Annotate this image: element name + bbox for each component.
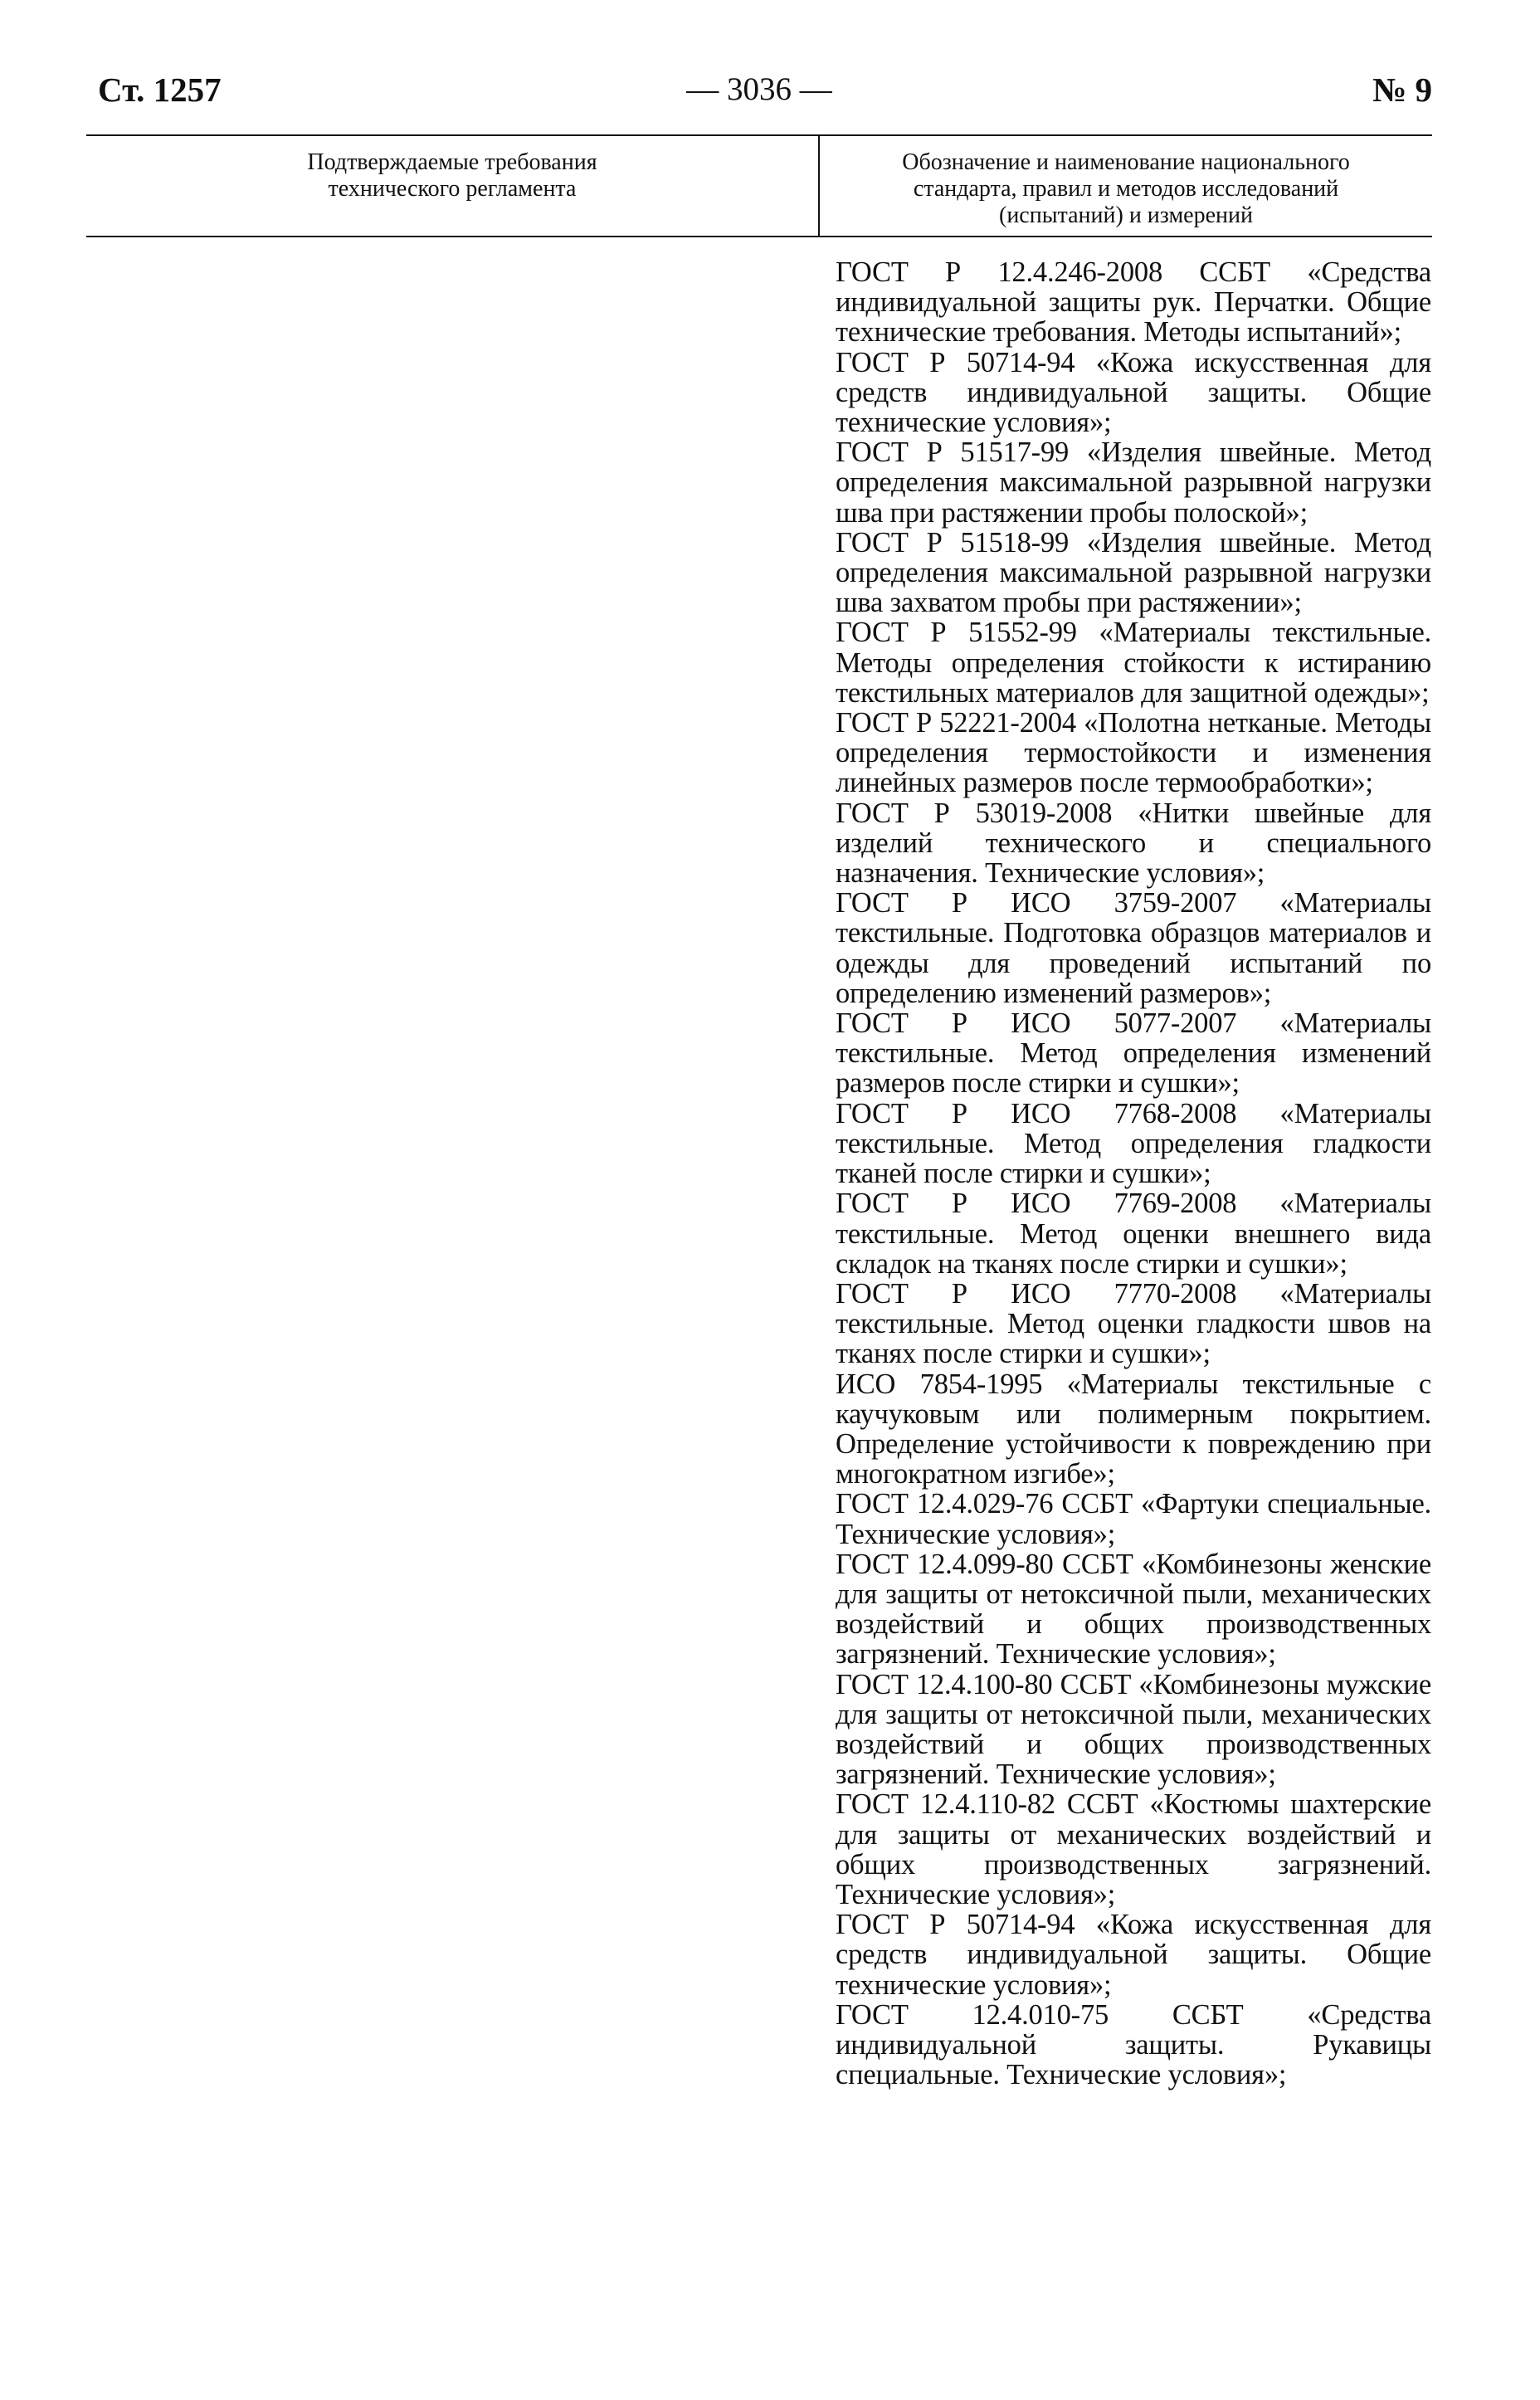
standard-entry: ГОСТ Р 53019-2008 «Нитки швейные для изделий технического и специального назначения. Технические условия»; [836,797,1431,890]
standard-entry: ГОСТ 12.4.099-80 ССБТ «Комбинезоны женские для защиты от нетоксичной пыли, механических воздействий и общих производственных загрязнений. Технические условия»; [836,1548,1431,1671]
column-header-requirements: Подтверждаемые требования технического регламента [307,149,597,202]
standard-entry: ГОСТ Р 52221-2004 «Полотна нетканые. Методы определения термостойкости и изменения линейных размеров после термообработки»; [836,707,1431,799]
standard-entry: ГОСТ Р ИСО 3759-2007 «Материалы текстильные. Подготовка образцов материалов и одежды для проведений испытаний по определению изменений размеров»; [836,887,1431,1009]
article-number: Ст. 1257 [98,71,222,109]
page-number: — 3036 — [686,71,832,107]
standard-entry: ГОСТ 12.4.029-76 ССБТ «Фартуки специальные. Технические условия»; [836,1488,1431,1550]
standard-entry: ГОСТ Р ИСО 7770-2008 «Материалы текстильные. Метод оценки гладкости швов на тканях после стирки и сушки»; [836,1277,1431,1370]
issue-number: № 9 [1372,71,1432,109]
column-divider [818,134,820,237]
standards-list [836,257,1431,2090]
standard-entry: ГОСТ 12.4.010-75 ССБТ «Средства индивидуальной защиты. Рукавицы специальные. Технические условия»; [836,1998,1431,2091]
standard-entry: ГОСТ Р 51518-99 «Изделия швейные. Метод определения максимальной разрывной нагрузки шва захватом пробы при растяжении»; [836,526,1431,619]
standard-entry: ГОСТ Р 51552-99 «Материалы текстильные. Методы определения стойкости к истиранию текстильных материалов для защитной одежды»; [836,617,1431,709]
standard-entry: ГОСТ Р 12.4.246-2008 ССБТ «Средства индивидуальной защиты рук. Перчатки. Общие технические требования. Методы испытаний»; [836,256,1431,349]
standard-entry: ГОСТ Р ИСО 7768-2008 «Материалы текстильные. Метод определения гладкости тканей после стирки и сушки»; [836,1097,1431,1190]
column-header-standards: Обозначение и наименование национального стандарта, правил и методов исследований (испытаний) и измерений [902,149,1350,228]
table-header [86,134,1432,237]
standard-entry: ГОСТ Р 50714-94 «Кожа искусственная для средств индивидуальной защиты. Общие технические условия»; [836,1909,1431,2001]
standard-entry: ГОСТ 12.4.110-82 ССБТ «Костюмы шахтерские для защиты от механических воздействий и общих производственных загрязнений. Технические условия»; [836,1788,1431,1910]
standard-entry: ГОСТ Р 50714-94 «Кожа искусственная для средств индивидуальной защиты. Общие технические условия»; [836,346,1431,439]
running-head [86,66,1432,113]
standard-entry: ИСО 7854-1995 «Материалы текстильные с каучуковым или полимерным покрытием. Определение устойчивости к повреждению при многократном изгибе»; [836,1368,1431,1490]
standard-entry: ГОСТ Р ИСО 7769-2008 «Материалы текстильные. Метод оценки внешнего вида складок на тканях после стирки и сушки»; [836,1188,1431,1280]
standard-entry: ГОСТ 12.4.100-80 ССБТ «Комбинезоны мужские для защиты от нетоксичной пыли, механических воздействий и общих производственных загрязнений. Технические условия»; [836,1668,1431,1791]
standard-entry: ГОСТ Р 51517-99 «Изделия швейные. Метод определения максимальной разрывной нагрузки шва при растяжении пробы полоской»; [836,437,1431,529]
standard-entry: ГОСТ Р ИСО 5077-2007 «Материалы текстильные. Метод определения изменений размеров после стирки и сушки»; [836,1007,1431,1100]
